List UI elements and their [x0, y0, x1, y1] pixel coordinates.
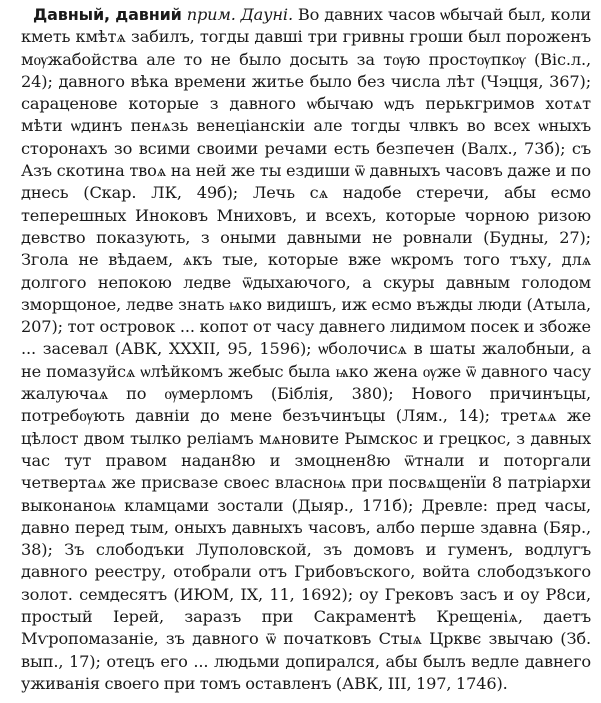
headword: Давный, давний [33, 5, 182, 24]
dialect-form: Дауні. [240, 5, 293, 24]
dictionary-entry [21, 4, 591, 695]
entry-body: Во давних часов ѡбычай был, коли кметь кмѣтѧ забилъ, тогды давші три гривны гроши был пороженъ мѹжабойства але то не было досыть за тѹю простѹпкѹ (Віс.л., 24); давного вѣка времени житье было без числа лѣт (Чэцця, 367); сараценове которые з давного ѡбычаю ѡдъ перькгримов хотѧт мѣти ѡдинъ пенѧзь венеціанскіи але тогды члвкъ во всех ѡныхъ сторонахъ зо всими своими речами есть безпечен (Валх., 73б); съ Азъ скотина твоѧ на ней же ты ездиши ѿ давныхъ часовъ даже и по днесь (Скар. ЛК, 49б); Лечь сѧ надобе стеречи, абы есмо теперешных Иноковъ Мниховъ, и всехъ, которые чорною ризою девство показують, з оными давными не ровнали (Будны, 27); Згола не вѣдаем, ѧкъ тые, которые вже ѡкромъ того тъху, длѧ долгого непокою ледве ѿдыхаючого, а скуры давным голодом зморщоное, ледве знать ѩко видишъ, иж есмо въжды люди (Атыла, 207); тот островок ... копот от часу давнего лидимом посек и збоже ... засевал (АВК, XXXII, 95, 1596); ѡболочисѧ в шаты жалобныи, а не помазуйсѧ ѡлѣйкомъ жебыс была ѩко жена ѹже ѿ давного часу жалуючаѧ по ѹмерломъ (Біблія, 380); Нового причинъцы, потребѹють давніи до мене безъчинъцы (Лям., 14); третѧѧ же цѣлост двом тылко реліамъ мѧновите Рымскос и грецкос, з давных час тут правом надан8ю и змоцнен8ю ѿтнали и поторгали четвертаѧ же присвазе своес власноѩ при посвѧщенїи 8 патріархи выконаноѩ кламцами зостали (Дыяр., 171б); Древле: пред часы, давно перед тым, оныхъ давныхъ часовъ, албо перше здавна (Бяр., 38); Зъ слободъки Луполовской, зъ домовъ и гуменъ, водлугъ давного реестру, отобрали отъ Грибовъского, войта слободзъкого золот. семдесятъ (ИЮМ, IX, 11, 1692); оу Грековъ засъ и оу Р8си, простый Іерей, заразъ при Сакраментѣ Крещеніѧ, даетъ Мѵропомазаніе, зъ давного ѿ початковъ Стыѧ Црквє звычаю (Зб. вып., 17); отецъ его ... людьми допирался, абы былъ ведле давнего уживанія своего при томъ оставленъ (АВК, III, 197, 1746). [21, 5, 591, 693]
region-label: прим. [186, 5, 236, 24]
